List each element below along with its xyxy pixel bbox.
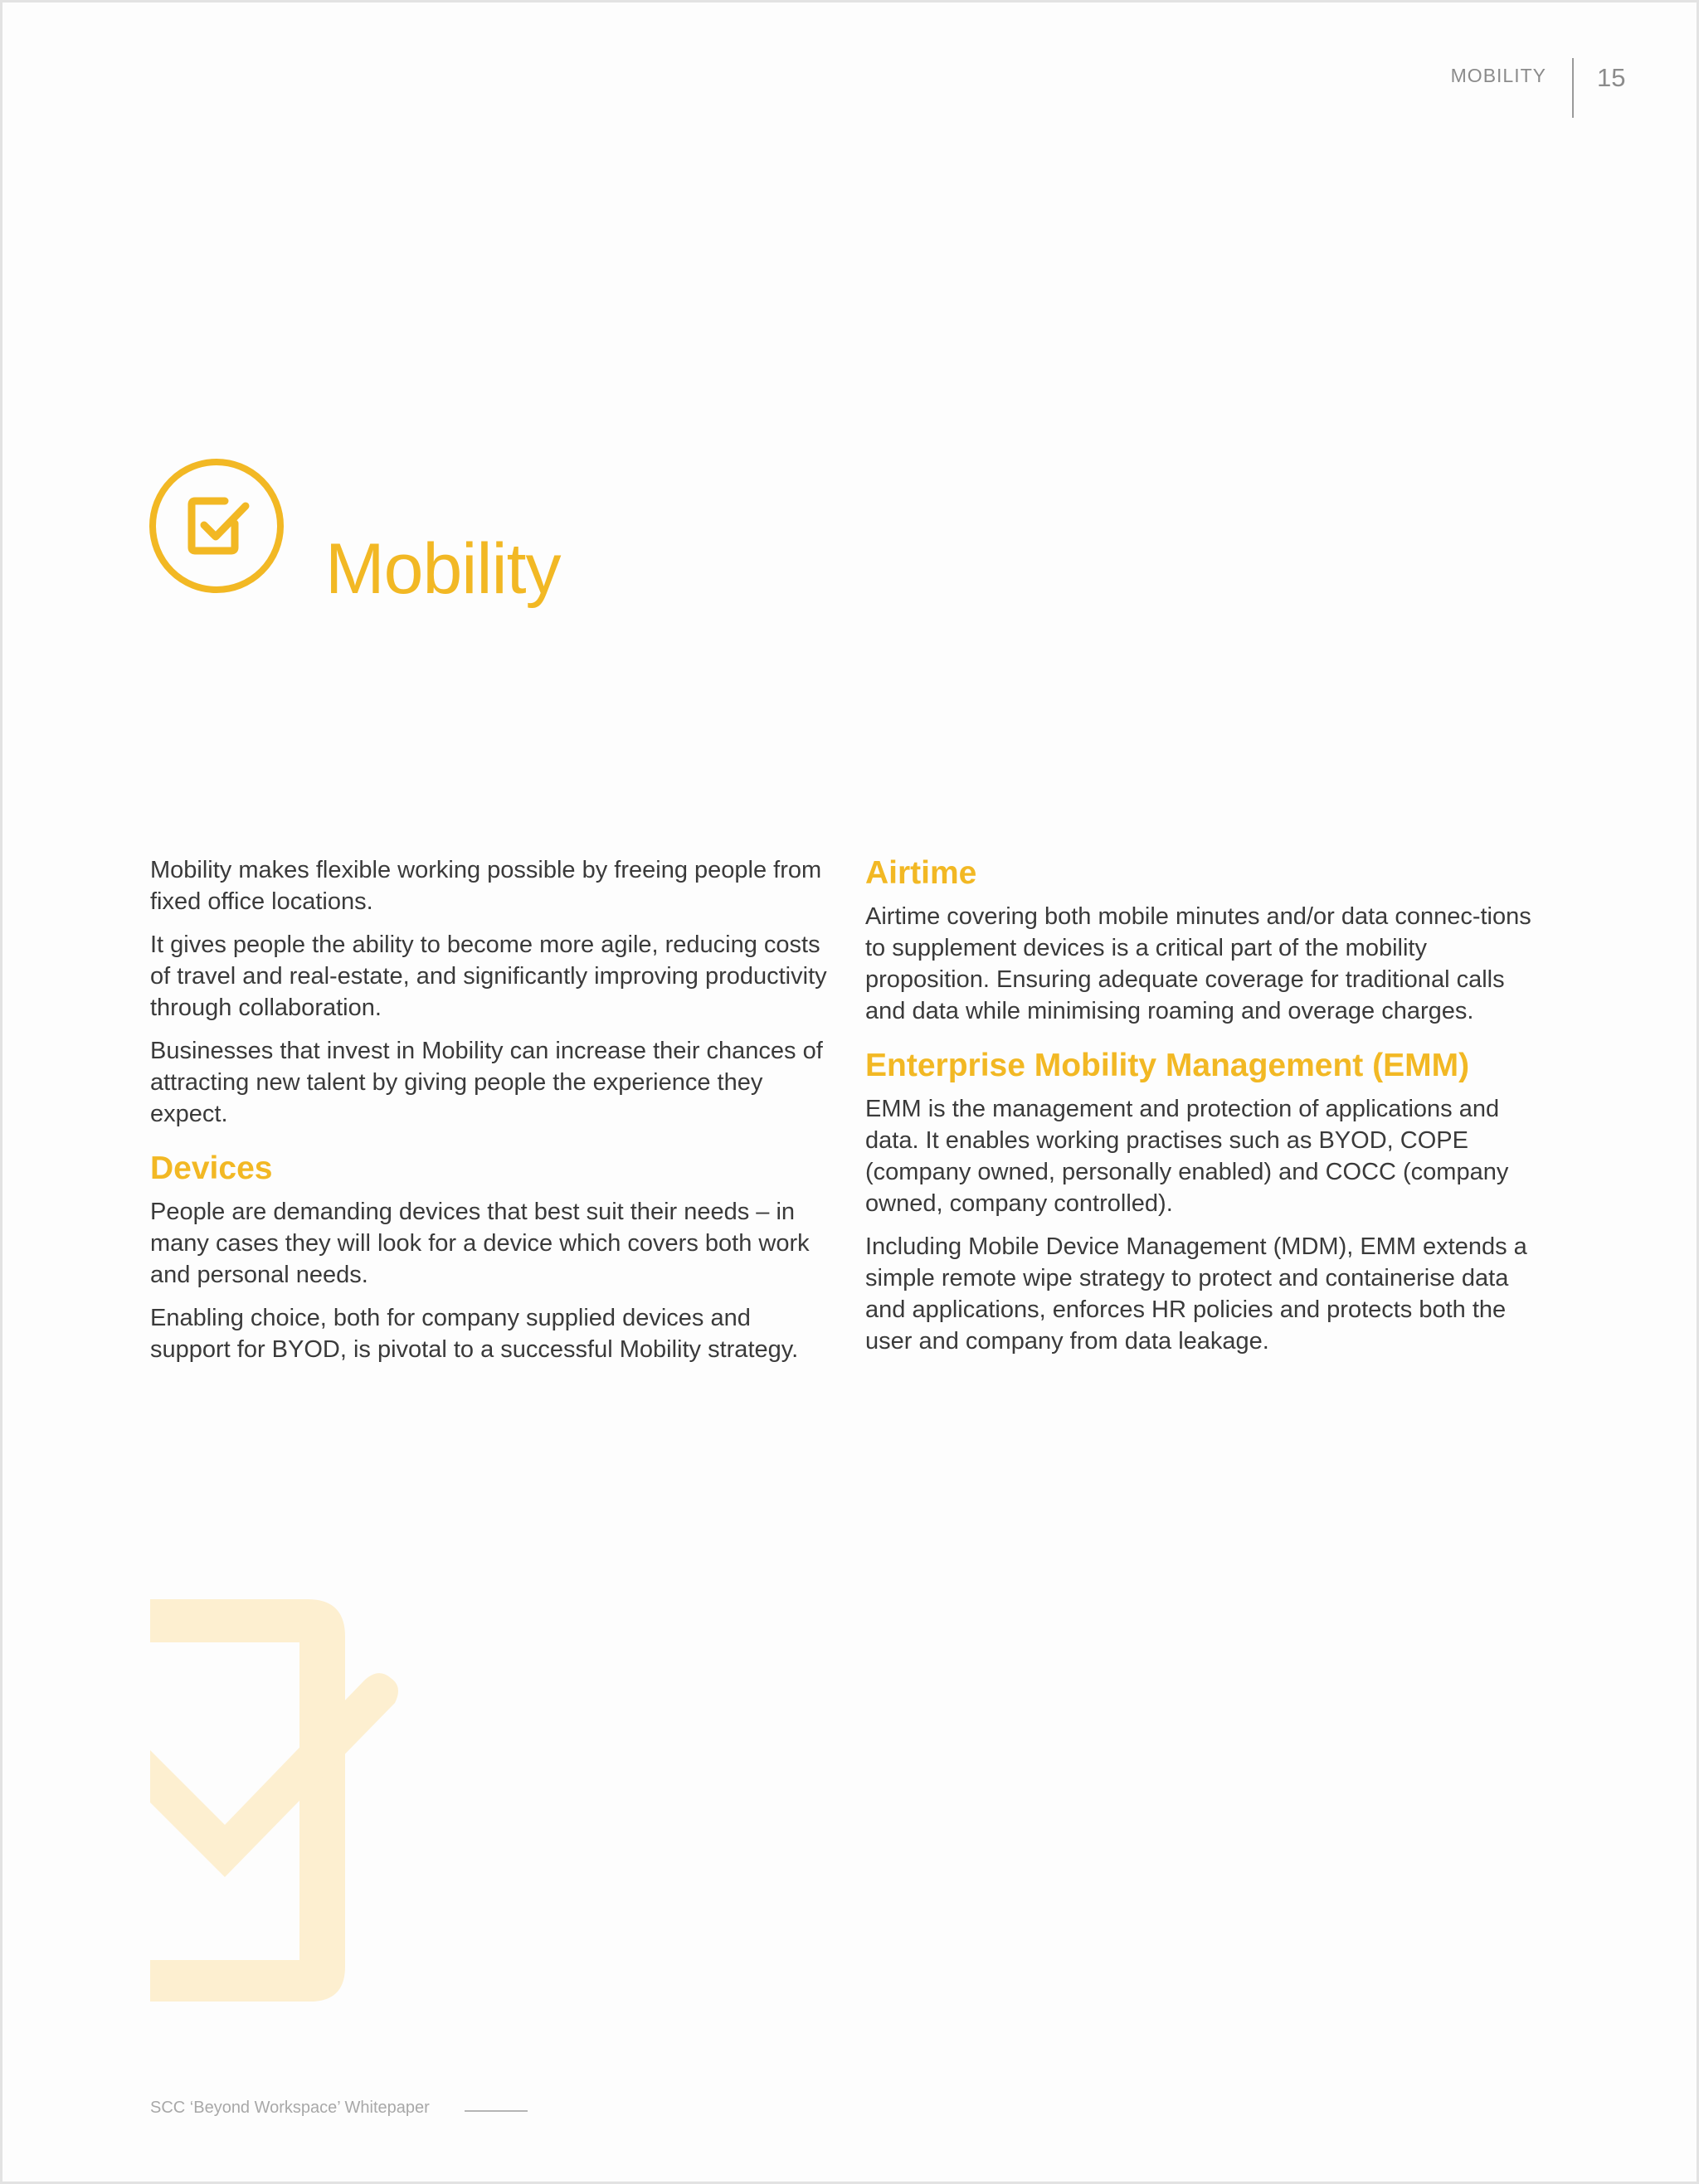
footer-rule <box>465 2110 528 2112</box>
emm-paragraph: EMM is the management and protection of applications and data. It enables working practises such as BYOD, COPE (company owned, personally enabled) and COCC (company owned, company controlled). <box>865 1096 1509 1217</box>
header-divider <box>1572 58 1574 118</box>
airtime-heading: Airtime <box>865 855 977 891</box>
tablet-check-icon <box>148 458 285 594</box>
emm-heading: Enterprise Mobility Management (EMM) <box>865 1048 1470 1083</box>
devices-paragraph: Enabling choice, both for company supplied devices and support for BYOD, is pivotal to a successful Mobility strategy. <box>150 1305 799 1363</box>
large-tablet-check-icon <box>150 1599 416 2002</box>
running-head: MOBILITY <box>1450 65 1546 86</box>
intro-paragraph: Businesses that invest in Mobility can increase their chances of attracting new talent by giving people the experience they expect. <box>150 1038 823 1127</box>
page-number: 15 <box>1597 63 1626 92</box>
footer-text: SCC ‘Beyond Workspace’ Whitepaper <box>150 2099 430 2117</box>
page-title: Mobility <box>325 528 561 609</box>
airtime-paragraph: Airtime covering both mobile minutes and/or data connec-tions to supplement devices is a critical part of the mobility proposition. Ensuring adequate coverage for traditional calls and data while minimising roaming and overage charges. <box>865 903 1531 1024</box>
devices-heading: Devices <box>150 1150 273 1186</box>
emm-paragraph: Including Mobile Device Management (MDM), EMM extends a simple remote wipe strategy to protect and containerise data and applications, enforces HR policies and protects both the user and company from data leakage. <box>865 1233 1527 1355</box>
right-column <box>865 854 1547 1369</box>
devices-paragraph: People are demanding devices that best suit their needs – in many cases they will look for a device which covers both work and personal needs. <box>150 1199 810 1288</box>
intro-paragraph: It gives people the ability to become more agile, reducing costs of travel and real-estate, and significantly improving productivity through collaboration. <box>150 931 827 1021</box>
intro-paragraph: Mobility makes flexible working possible by freeing people from fixed office locations. <box>150 857 822 915</box>
left-column <box>150 854 832 1377</box>
